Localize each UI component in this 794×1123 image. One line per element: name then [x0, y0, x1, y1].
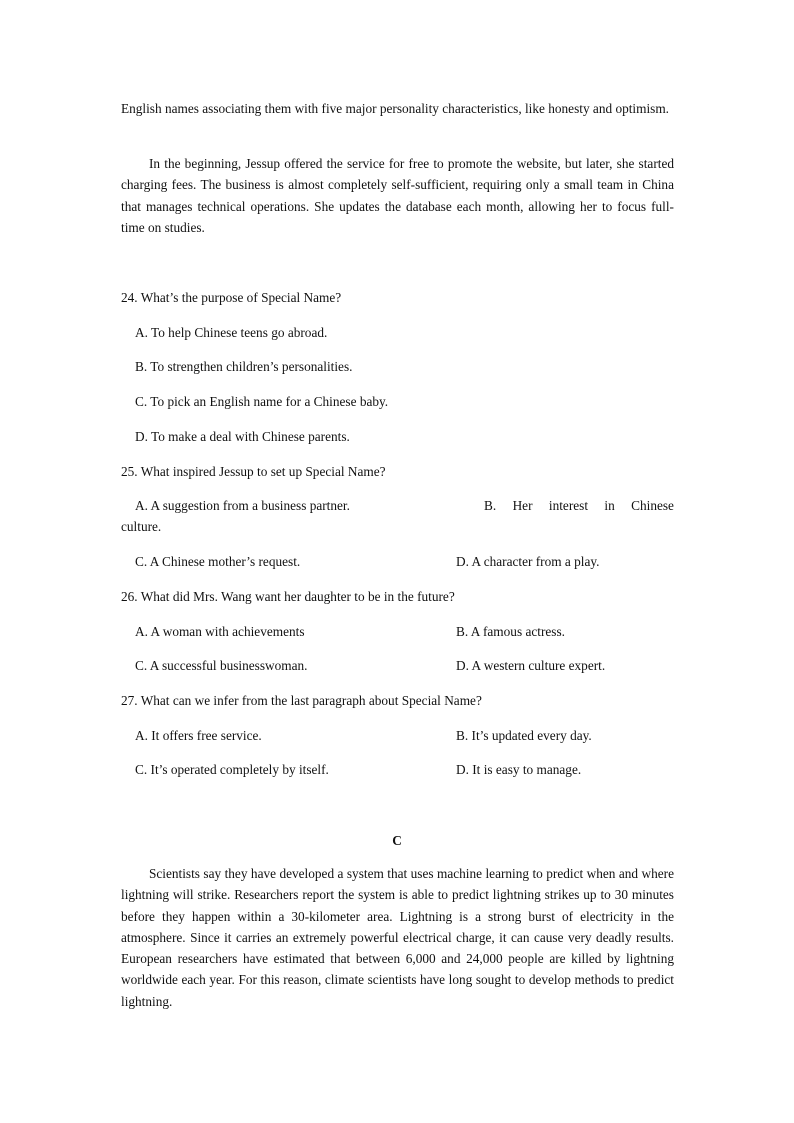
question-25-option-d: D. A character from a play.: [456, 554, 600, 569]
question-25-option-b-wrap: culture.: [121, 519, 162, 535]
section-c-title: C: [392, 833, 402, 848]
question-27-option-b: B. It’s updated every day.: [456, 728, 592, 743]
question-27-option-d: D. It is easy to manage.: [456, 762, 582, 777]
question-27-option-a: A. It offers free service.: [135, 728, 262, 743]
question-24-stem: 24. What’s the purpose of Special Name?: [121, 290, 342, 305]
passage-paragraph-last: In the beginning, Jessup offered the service for free to promote the website, but later, she started charging fees. The business is almost completely self-sufficient, requiring only a small team in China that manages technical operations. She updates the database each month, allowing her to focus full-time on studies.: [121, 156, 674, 235]
section-c-paragraph: Scientists say they have developed a system that uses machine learning to predict when and where lightning will strike. Researchers report the system is able to predict lightning strikes up to 30 minutes before they happen within a 30-kilometer area. Lightning is a strong burst of electricity in the atmosphere. Since it carries an extremely powerful electrical charge, it can cause very deadly results. European researchers have estimated that between 6,000 and 24,000 people are killed by lightning worldwide each year. For this reason, climate scientists have long sought to develop methods to predict lightning.: [121, 866, 674, 1009]
question-26-option-d: D. A western culture expert.: [456, 658, 606, 673]
question-24-option-b: B. To strengthen children’s personalities.: [135, 359, 353, 374]
passage-paragraph-end: English names associating them with five major personality characteristics, like honesty and optimism.: [121, 101, 670, 116]
question-24-option-c: C. To pick an English name for a Chinese baby.: [135, 394, 389, 409]
question-27-stem: 27. What can we infer from the last paragraph about Special Name?: [121, 693, 482, 708]
question-25-stem: 25. What inspired Jessup to set up Special Name?: [121, 464, 386, 479]
question-26-option-c: C. A successful businesswoman.: [135, 658, 308, 673]
question-24-option-a: A. To help Chinese teens go abroad.: [135, 325, 328, 340]
question-26-option-a: A. A woman with achievements: [135, 624, 305, 639]
question-25-option-a: A. A suggestion from a business partner.: [135, 498, 350, 513]
question-26-stem: 26. What did Mrs. Wang want her daughter to be in the future?: [121, 589, 455, 604]
question-25-option-c: C. A Chinese mother’s request.: [135, 554, 301, 569]
question-25-option-b: B. Her interest in Chinese: [484, 498, 674, 513]
question-25-options-ab: [121, 495, 674, 538]
question-26-option-b: B. A famous actress.: [456, 624, 565, 639]
question-24-option-d: D. To make a deal with Chinese parents.: [135, 429, 350, 444]
question-27-option-c: C. It’s operated completely by itself.: [135, 762, 329, 777]
